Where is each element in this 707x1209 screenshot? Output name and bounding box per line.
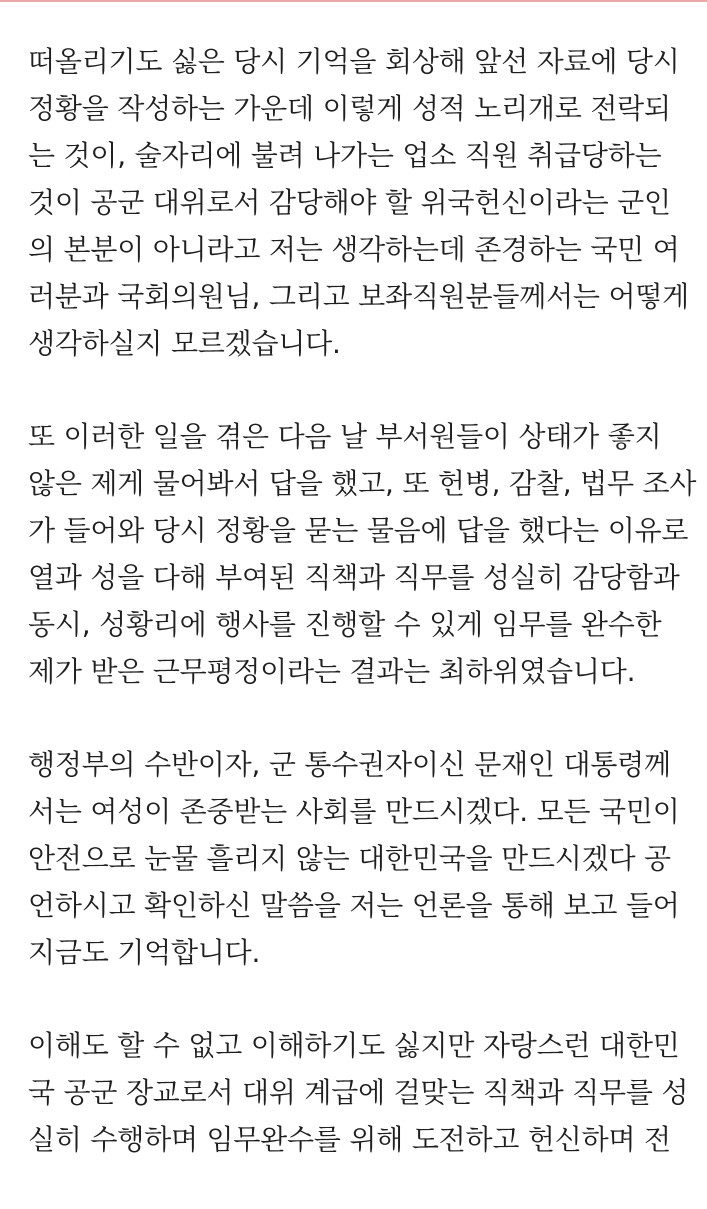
text-line: 가 들어와 당시 정황을 묻는 물음에 답을 했다는 이유로 <box>28 514 689 547</box>
text-line: 떠올리기도 싫은 당시 기억을 회상해 앞선 자료에 당시 <box>28 45 680 78</box>
text-line: 언하시고 확인하신 말씀을 저는 언론을 통해 보고 들어 <box>28 889 680 922</box>
text-line: 실히 수행하며 임무완수를 위해 도전하고 헌신하며 전 <box>28 1123 671 1156</box>
paragraph-3 <box>28 741 688 976</box>
text-line: 정황을 작성하는 가운데 이렇게 성적 노리개로 전락되 <box>28 92 671 125</box>
text-line: 러분과 국회의원님, 그리고 보좌직원분들께서는 어떻게 <box>28 280 690 313</box>
text-line: 열과 성을 다해 부여된 직책과 직무를 성실히 감당함과 <box>28 561 680 594</box>
text-line: 는 것이, 술자리에 불려 나가는 업소 직원 취급당하는 <box>28 139 662 172</box>
text-line: 않은 제게 물어봐서 답을 했고, 또 헌병, 감찰, 법무 조사 <box>28 467 697 500</box>
text-line: 이해도 할 수 없고 이해하기도 싫지만 자랑스런 대한민 <box>28 1029 680 1062</box>
text-line: 행정부의 수반이자, 군 통수권자이신 문재인 대통령께 <box>28 748 671 781</box>
article-body <box>28 38 697 1209</box>
text-line: 동시, 성황리에 행사를 진행할 수 있게 임무를 완수한 <box>28 608 662 641</box>
text-line: 지금도 기억합니다. <box>28 936 261 969</box>
paragraph-1 <box>28 38 688 367</box>
text-line: 또 이러한 일을 겪은 다음 날 부서원들이 상태가 좋지 <box>28 420 662 453</box>
text-line: 의 본분이 아니라고 저는 생각하는데 존경하는 국민 여 <box>28 233 680 266</box>
text-line: 서는 여성이 존중받는 사회를 만드시겠다. 모든 국민이 <box>28 795 680 828</box>
text-line: 것이 공군 대위로서 감당해야 할 위국헌신이라는 군인 <box>28 186 671 219</box>
top-accent-bar <box>0 0 707 2</box>
text-line: 제가 받은 근무평정이라는 결과는 최하위였습니다. <box>28 655 636 688</box>
text-line: 생각하실지 모르겠습니다. <box>28 327 341 360</box>
paragraph-4 <box>28 1022 688 1163</box>
text-line: 국 공군 장교로서 대위 계급에 걸맞는 직책과 직무를 성 <box>28 1076 689 1109</box>
paragraph-2 <box>28 413 697 695</box>
text-line: 안전으로 눈물 흘리지 않는 대한민국을 만드시겠다 공 <box>28 842 671 875</box>
